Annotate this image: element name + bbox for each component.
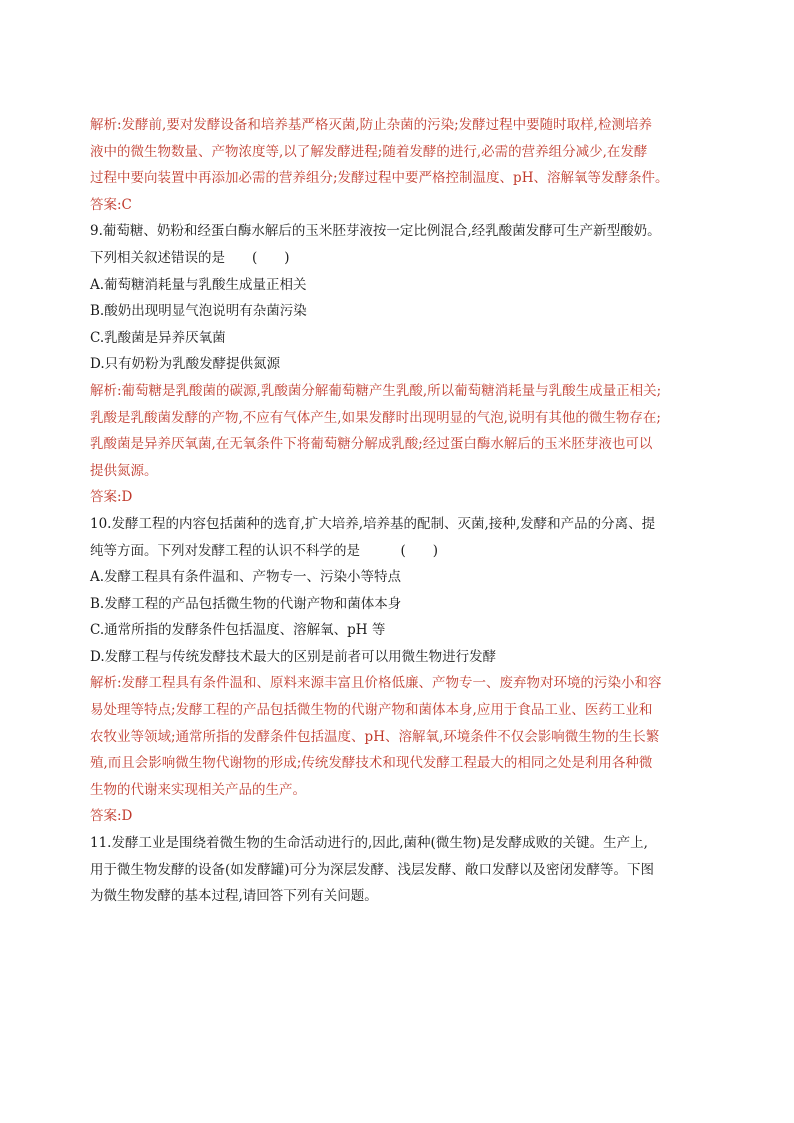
q11-stem-line: 11.发酵工业是围绕着微生物的生命活动进行的,因此,菌种(微生物)是发酵成败的关键。生产上,	[90, 835, 648, 852]
q9-option-d: D.只有奶粉为乳酸发酵提供氮源	[90, 356, 281, 373]
q10-option-a: A.发酵工程具有条件温和、产物专一、污染小等特点	[90, 569, 402, 586]
q10-stem-line: 10.发酵工程的内容包括菌种的选育,扩大培养,培养基的配制、灭菌,接种,发酵和产品的分离、提	[90, 515, 656, 532]
q9-analysis-line: 提供氮源。	[90, 462, 158, 479]
document-content	[90, 112, 710, 910]
q8-answer: 答案:C	[90, 196, 132, 213]
q10-option-c: C.通常所指的发酵条件包括温度、溶解氧、pH 等	[90, 622, 386, 639]
q8-analysis-line: 液中的微生物数量、产物浓度等,以了解发酵进程;随着发酵的进行,必需的营养组分减少,在发酵	[90, 143, 648, 160]
q8-analysis-line: 解析:发酵前,要对发酵设备和培养基严格灭菌,防止杂菌的污染;发酵过程中要随时取样,检测培养	[90, 117, 652, 133]
q10-answer: 答案:D	[90, 808, 133, 825]
q10-analysis-line: 解析:发酵工程具有条件温和、原料来源丰富且价格低廉、产物专一、废弃物对环境的污染小和容	[90, 675, 662, 692]
q10-stem-line: 纯等方面。下列对发酵工程的认识不科学的是 ( )	[90, 542, 439, 559]
q11-stem-line: 为微生物发酵的基本过程,请回答下列有关问题。	[90, 888, 378, 905]
q9-analysis-line: 乳酸是乳酸菌发酵的产物,不应有气体产生,如果发酵时出现明显的气泡,说明有其他的微生物存在;	[90, 409, 661, 426]
q9-option-a: A.葡萄糖消耗量与乳酸生成量正相关	[90, 276, 307, 293]
q9-stem-line: 下列相关叙述错误的是 ( )	[90, 249, 290, 266]
q9-option-b: B.酸奶出现明显气泡说明有杂菌污染	[90, 303, 307, 320]
q11-stem-line: 用于微生物发酵的设备(如发酵罐)可分为深层发酵、浅层发酵、敞口发酵以及密闭发酵等。下图	[90, 861, 655, 878]
q9-analysis-line: 解析:葡萄糖是乳酸菌的碳源,乳酸菌分解葡萄糖产生乳酸,所以葡萄糖消耗量与乳酸生成量正相关;	[90, 382, 662, 399]
q9-answer: 答案:D	[90, 489, 133, 506]
q9-stem-line: 9.葡萄糖、奶粉和经蛋白酶水解后的玉米胚芽液按一定比例混合,经乳酸菌发酵可生产新型酸奶。	[90, 223, 661, 240]
q9-option-c: C.乳酸菌是异养厌氧菌	[90, 329, 226, 346]
q10-analysis-line: 农牧业等领域;通常所指的发酵条件包括温度、pH、溶解氧,环境条件不仅会影响微生物的生长繁	[90, 728, 660, 745]
q8-analysis-line: 过程中要向装置中再添加必需的营养组分;发酵过程中要严格控制温度、pH、溶解氧等发酵条件。	[90, 170, 669, 187]
q9-analysis-line: 乳酸菌是异养厌氧菌,在无氧条件下将葡萄糖分解成乳酸;经过蛋白酶水解后的玉米胚芽液也可以	[90, 436, 653, 453]
q10-option-d: D.发酵工程与传统发酵技术最大的区别是前者可以用微生物进行发酵	[90, 648, 497, 665]
q10-option-b: B.发酵工程的产品包括微生物的代谢产物和菌体本身	[90, 595, 402, 612]
q10-analysis-line: 易处理等特点;发酵工程的产品包括微生物的代谢产物和菌体本身,应用于食品工业、医药工业和	[90, 702, 653, 719]
q10-analysis-line: 殖,而且会影响微生物代谢物的形成;传统发酵技术和现代发酵工程最大的相同之处是利用各种微	[90, 755, 653, 772]
q10-analysis-line: 生物的代谢来实现相关产品的生产。	[90, 781, 306, 798]
